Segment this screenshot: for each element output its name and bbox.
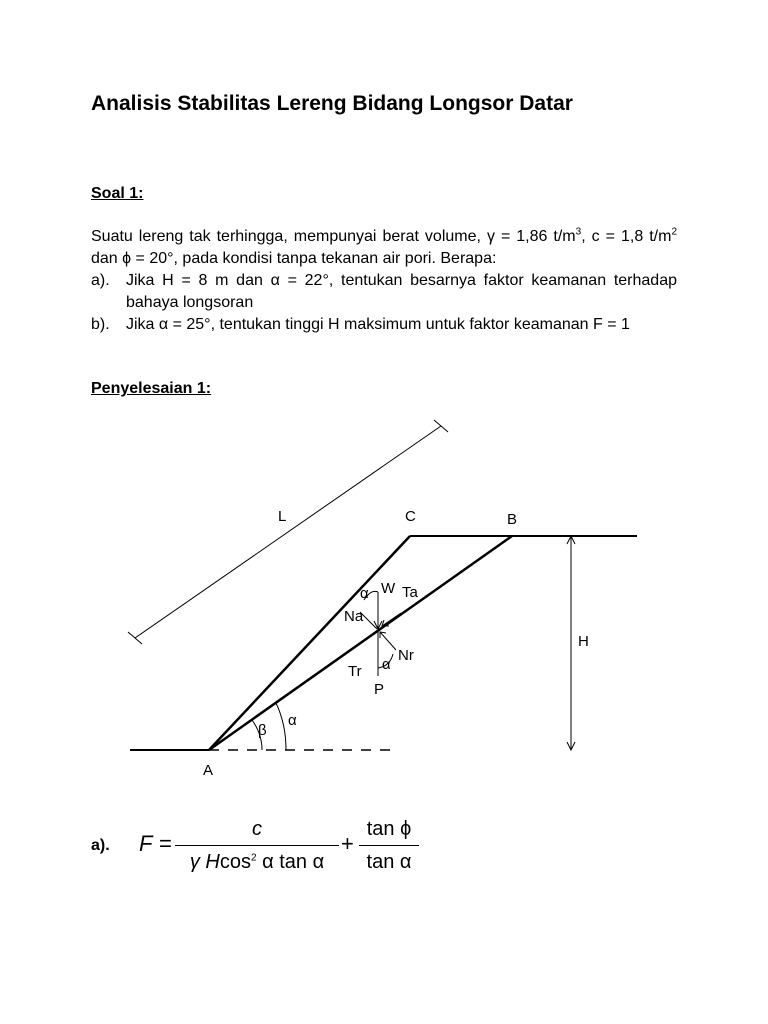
label-P: P (374, 681, 385, 698)
den-rest: α tan α (256, 851, 325, 873)
h-symbol: H (205, 851, 220, 873)
label-beta: β (258, 722, 267, 739)
gamma-symbol: γ (189, 851, 200, 873)
label-L: L (278, 508, 287, 525)
label-H: H (578, 633, 589, 650)
intro-part-2: , c = 1,8 t/m (581, 228, 672, 245)
question-text: Jika α = 25°, tentukan tinggi H maksimum untuk faktor keamanan F = 1 (126, 316, 630, 333)
fraction-bar (175, 845, 339, 846)
soal-body (91, 226, 677, 336)
fraction-1-denominator (175, 848, 339, 876)
formula-F: F (139, 831, 153, 856)
formula-plus: + (341, 831, 354, 856)
question-item-a (91, 270, 677, 314)
question-label: b). (91, 316, 110, 333)
label-alpha-top: α (360, 585, 369, 602)
safety-factor-formula (91, 815, 491, 885)
ta-vector (382, 613, 401, 626)
formula-label: a). (91, 837, 110, 854)
label-B: B (507, 511, 518, 528)
intro-part-3: dan ϕ = 20°, pada kondisi tanpa tekanan air pori. Berapa: (91, 250, 497, 267)
fraction-2-numerator: tan ϕ (366, 818, 412, 840)
slope-face-line (209, 536, 410, 750)
question-label: a). (91, 272, 110, 289)
intro-part-1: Suatu lereng tak terhingga, mempunyai berat volume, γ = 1,86 t/m (91, 228, 576, 245)
fraction-1-numerator: c (252, 818, 262, 840)
fraction-bar (359, 845, 419, 846)
page-title: Analisis Stabilitas Lereng Bidang Longsor Datar (91, 92, 573, 115)
fraction-2 (359, 815, 419, 876)
question-text: Jika H = 8 m dan α = 22°, tentukan besarnya faktor keamanan terhadap bahaya longsoran (126, 272, 677, 311)
label-alpha-base: α (288, 712, 297, 729)
penyelesaian-heading: Penyelesaian 1: (91, 380, 212, 397)
label-A: A (203, 762, 214, 779)
intro-sup-2: 2 (671, 226, 677, 238)
alpha-arc (276, 703, 286, 750)
dimension-tick (128, 632, 142, 644)
fraction-1 (175, 815, 339, 876)
label-Nr: Nr (398, 647, 414, 664)
question-item-b (91, 314, 677, 336)
nr-vector (380, 632, 396, 650)
slope-diagram (0, 400, 768, 800)
soal-intro (91, 226, 677, 270)
dimension-line-L (135, 426, 441, 638)
soal-heading: Soal 1: (91, 185, 144, 202)
dimension-tick (434, 420, 448, 432)
label-alpha-bottom: α (382, 656, 391, 673)
formula-equals: = (159, 831, 172, 856)
label-Na: Na (344, 608, 364, 625)
label-Ta: Ta (402, 584, 418, 601)
tr-vector (356, 632, 376, 646)
fraction-2-denominator: tan α (366, 851, 412, 873)
cos-exponent: 2 (250, 852, 257, 864)
intro-sup-1: 3 (575, 226, 582, 238)
cos-text: cos (219, 851, 251, 873)
label-W: W (381, 580, 396, 597)
label-Tr: Tr (348, 663, 362, 680)
label-C: C (405, 508, 416, 525)
